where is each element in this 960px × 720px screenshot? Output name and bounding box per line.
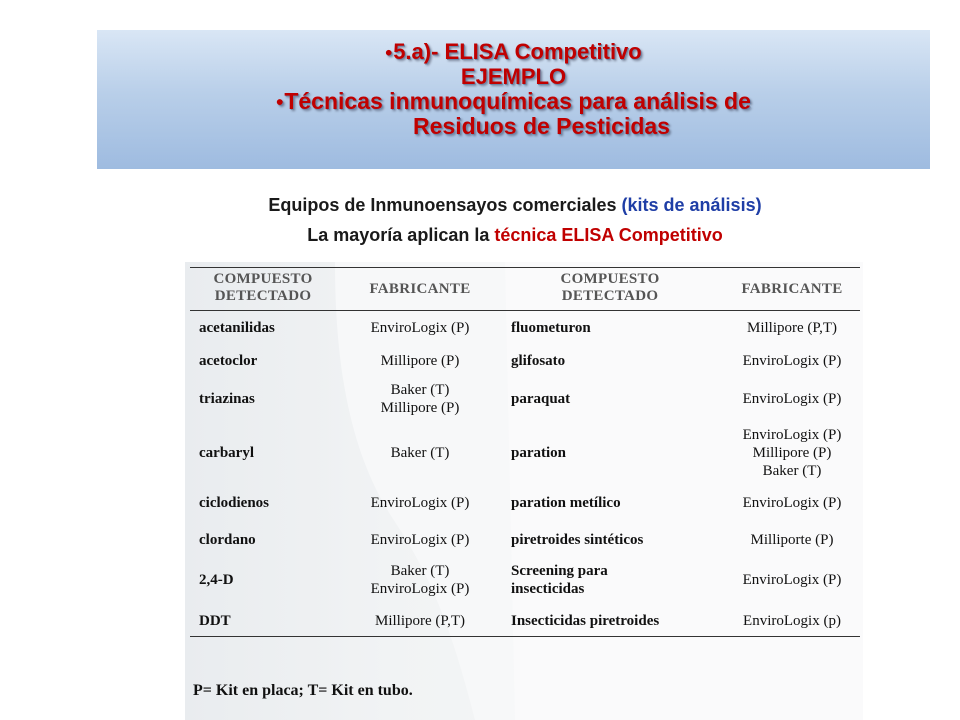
banner-subtitle-text: Técnicas inmunoquímicas para análisis de	[284, 88, 751, 114]
banner-title-line-1	[97, 39, 930, 66]
manufacturer-cell-text: Baker (T)	[762, 463, 822, 479]
manufacturer-cell	[713, 531, 863, 549]
compound-cell-text: piretroides sintéticos	[511, 532, 644, 548]
manufacturer-cell-text: Baker (T)	[390, 382, 450, 398]
compound-cell	[199, 444, 254, 462]
manufacturer-cell	[713, 494, 863, 512]
compound-cell-text: paration metílico	[511, 495, 621, 511]
column-header-text: DETECTADO	[561, 288, 659, 304]
compound-cell	[199, 612, 231, 630]
compound-cell-text: glifosato	[511, 353, 566, 369]
compound-cell-text: insecticidas	[511, 581, 585, 597]
compound-cell	[199, 531, 256, 549]
manufacturer-cell	[337, 381, 503, 417]
manufacturer-cell-text: Millipore (P,T)	[747, 320, 837, 336]
manufacturer-cell-text: Baker (T)	[390, 445, 450, 461]
compound-cell-text: Screening para	[511, 563, 608, 579]
compound-cell	[511, 390, 570, 408]
manufacturer-cell-text: Millipore (P)	[752, 445, 832, 461]
manufacturer-cell-text: EnviroLogix (P)	[370, 320, 470, 336]
compound-cell-text: paraquat	[511, 391, 571, 407]
manufacturer-cell-text: EnviroLogix (P)	[742, 427, 842, 443]
manufacturer-cell	[713, 352, 863, 370]
compound-cell-text: acetanilidas	[199, 320, 275, 336]
manufacturer-cell-text: Milliporte (P)	[750, 532, 834, 548]
column-header-text: FABRICANTE	[369, 281, 471, 297]
table-bottom-rule	[190, 636, 860, 637]
compound-cell	[199, 319, 275, 337]
compound-cell-text: carbaryl	[199, 445, 254, 461]
bullet-icon: •	[276, 91, 284, 114]
subtitle-text: Equipos de Inmunoensayos comerciales	[268, 195, 622, 215]
compound-cell-text: fluometuron	[511, 320, 591, 336]
column-header	[515, 271, 705, 305]
banner-title-text: 5.a)- ELISA Competitivo	[393, 39, 642, 64]
subtitle-text: La mayoría aplican la	[307, 225, 495, 245]
manufacturer-cell	[337, 562, 503, 598]
manufacturer-cell	[337, 494, 503, 512]
column-header-text: FABRICANTE	[741, 281, 843, 297]
manufacturer-cell	[337, 531, 503, 549]
compound-cell-text: triazinas	[199, 391, 255, 407]
compound-cell-text: DDT	[199, 613, 231, 629]
compound-cell	[511, 531, 643, 549]
table-header-rule	[190, 310, 860, 311]
column-header	[193, 271, 333, 305]
banner-title-line-4: Residuos de Pesticidas	[413, 113, 670, 139]
kits-table	[185, 262, 863, 720]
manufacturer-cell	[713, 426, 863, 480]
compound-cell	[511, 352, 565, 370]
subtitle-highlight: técnica ELISA Competitivo	[494, 225, 723, 245]
compound-cell-text: clordano	[199, 532, 256, 548]
column-header-text: COMPUESTO	[213, 271, 313, 287]
manufacturer-cell	[713, 612, 863, 630]
manufacturer-cell-text: EnviroLogix (P)	[370, 532, 470, 548]
compound-cell	[199, 390, 255, 408]
manufacturer-cell-text: Millipore (P)	[380, 353, 460, 369]
manufacturer-cell	[337, 352, 503, 370]
manufacturer-cell-text: Millipore (P,T)	[375, 613, 465, 629]
compound-cell	[199, 352, 257, 370]
subtitle-line-2	[0, 225, 960, 246]
manufacturer-cell	[713, 571, 863, 589]
compound-cell	[511, 319, 591, 337]
table-top-rule	[190, 267, 860, 268]
manufacturer-cell-text: EnviroLogix (P)	[370, 495, 470, 511]
manufacturer-cell	[713, 319, 863, 337]
title-banner	[97, 30, 930, 169]
manufacturer-cell-text: EnviroLogix (P)	[742, 572, 842, 588]
compound-cell	[511, 494, 621, 512]
compound-cell-text: 2,4-D	[199, 572, 234, 588]
compound-cell	[511, 612, 659, 630]
compound-cell-text: ciclodienos	[199, 495, 269, 511]
manufacturer-cell	[337, 612, 503, 630]
banner-title-line-2: EJEMPLO	[460, 64, 567, 89]
manufacturer-cell-text: EnviroLogix (p)	[743, 613, 841, 629]
subtitle-line-1	[0, 195, 960, 216]
manufacturer-cell-text: EnviroLogix (P)	[370, 581, 470, 597]
compound-cell-text: Insecticidas piretroides	[511, 613, 660, 629]
table-footnote: P= Kit en placa; T= Kit en tubo.	[193, 682, 413, 699]
compound-cell-text: acetoclor	[199, 353, 258, 369]
column-header	[337, 281, 503, 298]
compound-cell	[511, 562, 608, 598]
column-header-text: COMPUESTO	[560, 271, 660, 287]
column-header-text: DETECTADO	[214, 288, 312, 304]
manufacturer-cell-text: EnviroLogix (P)	[742, 353, 842, 369]
compound-cell	[511, 444, 566, 462]
banner-title-line-3	[97, 89, 930, 115]
compound-cell	[199, 571, 234, 589]
manufacturer-cell-text: Millipore (P)	[380, 400, 460, 416]
manufacturer-cell	[713, 390, 863, 408]
column-header	[713, 281, 863, 298]
compound-cell	[199, 494, 269, 512]
manufacturer-cell-text: EnviroLogix (P)	[742, 391, 842, 407]
manufacturer-cell-text: EnviroLogix (P)	[742, 495, 842, 511]
subtitle-highlight: (kits de análisis)	[621, 195, 762, 215]
manufacturer-cell-text: Baker (T)	[390, 563, 450, 579]
manufacturer-cell	[337, 444, 503, 462]
bullet-icon: •	[385, 42, 393, 64]
manufacturer-cell	[337, 319, 503, 337]
compound-cell-text: paration	[511, 445, 567, 461]
